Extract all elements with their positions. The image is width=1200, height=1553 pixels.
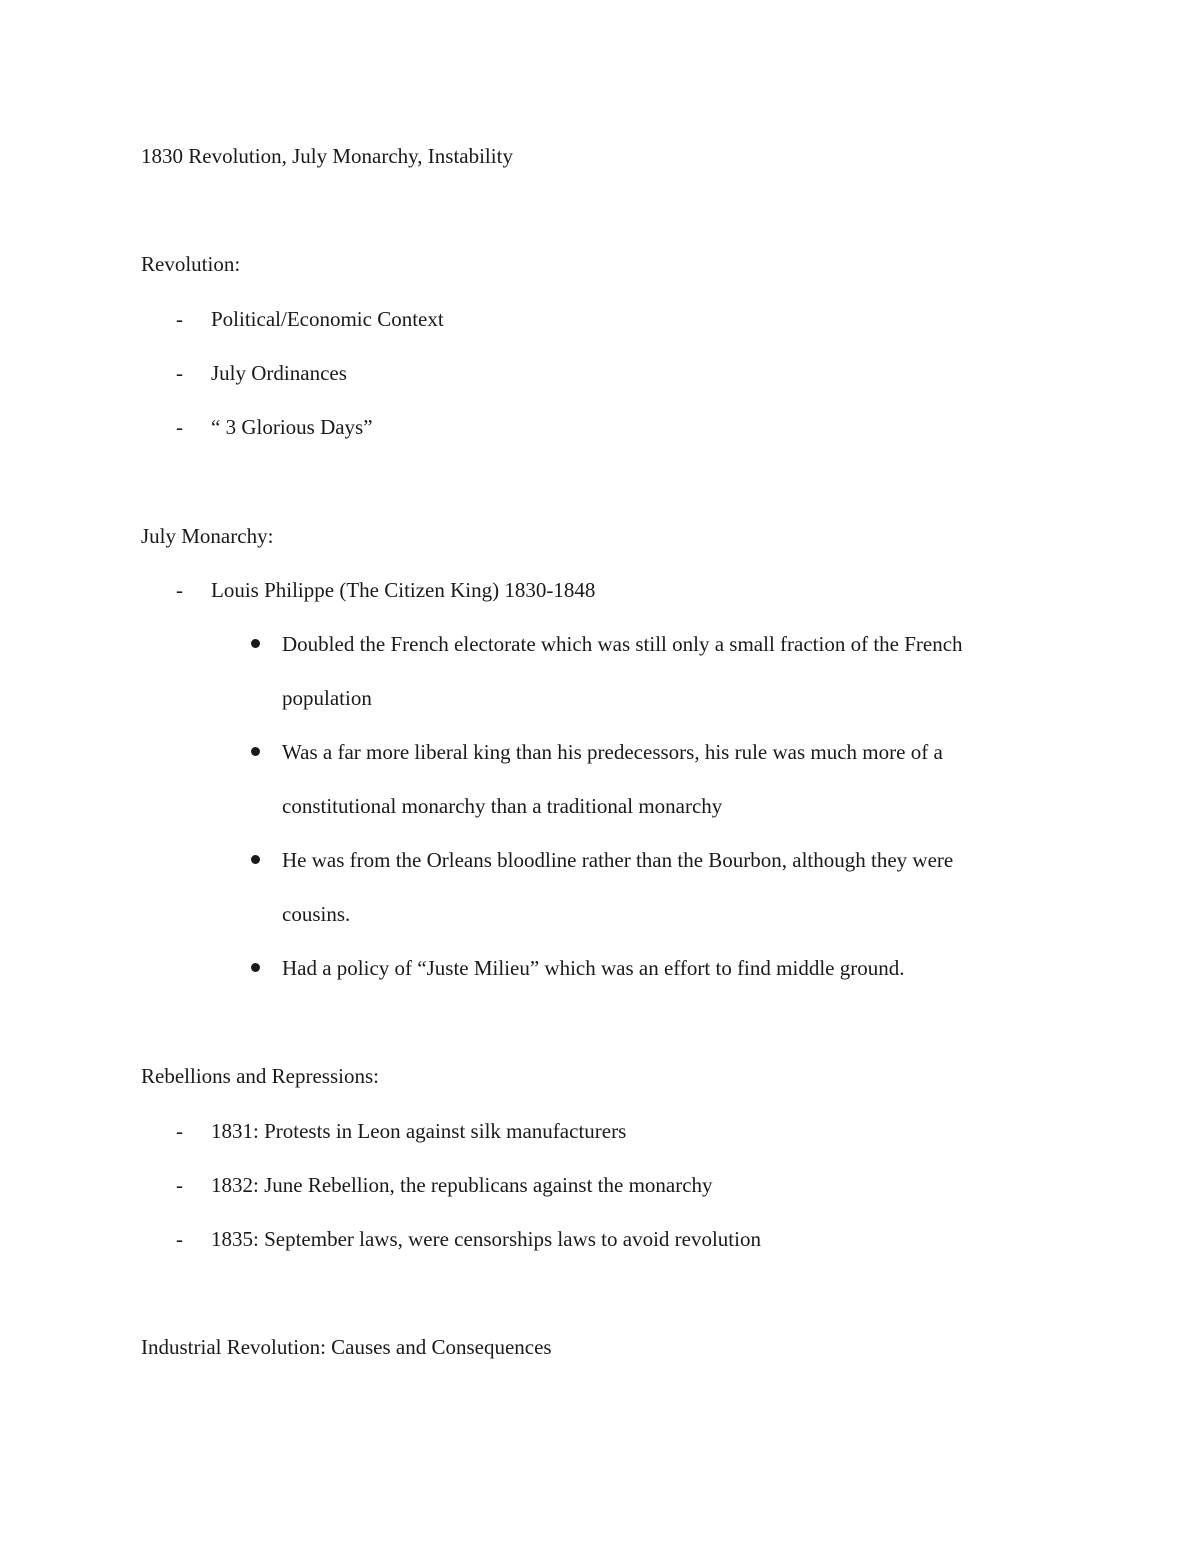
document-title: 1830 Revolution, July Monarchy, Instability xyxy=(141,144,513,168)
sub-list-item-line: cousins. xyxy=(282,902,351,926)
list-item: 1831: Protests in Leon against silk manufacturers xyxy=(211,1119,627,1143)
list-item: Political/Economic Context xyxy=(211,307,444,331)
dash-bullet: - xyxy=(176,1119,183,1143)
sub-list-item-line: Had a policy of “Juste Milieu” which was an effort to find middle ground. xyxy=(282,956,905,980)
dash-bullet: - xyxy=(176,307,183,331)
dash-bullet: - xyxy=(176,1173,183,1197)
sub-list-item-line: population xyxy=(282,686,372,710)
list-item: Louis Philippe (The Citizen King) 1830-1848 xyxy=(211,578,596,602)
list-item: 1835: September laws, were censorships laws to avoid revolution xyxy=(211,1227,761,1251)
list-item: 1832: June Rebellion, the republicans against the monarchy xyxy=(211,1173,713,1197)
bullet-dot-icon xyxy=(251,855,260,864)
dash-bullet: - xyxy=(176,1227,183,1251)
bullet-dot-icon xyxy=(251,747,260,756)
dash-bullet: - xyxy=(176,415,183,439)
list-item: July Ordinances xyxy=(211,361,347,385)
section-heading-rebellions: Rebellions and Repressions: xyxy=(141,1064,379,1088)
dash-bullet: - xyxy=(176,361,183,385)
dash-bullet: - xyxy=(176,578,183,602)
list-item: “ 3 Glorious Days” xyxy=(211,415,373,439)
sub-list-item-line: constitutional monarchy than a traditional monarchy xyxy=(282,794,723,818)
bullet-dot-icon xyxy=(251,963,260,972)
bullet-dot-icon xyxy=(251,639,260,648)
section-heading-revolution: Revolution: xyxy=(141,252,241,276)
section-heading-july-monarchy: July Monarchy: xyxy=(141,524,274,548)
sub-list-item-line: Doubled the French electorate which was still only a small fraction of the French xyxy=(282,632,963,656)
section-heading-industrial-revolution: Industrial Revolution: Causes and Consequences xyxy=(141,1335,552,1359)
sub-list-item-line: He was from the Orleans bloodline rather than the Bourbon, although they were xyxy=(282,848,954,872)
sub-list-item-line: Was a far more liberal king than his predecessors, his rule was much more of a xyxy=(282,740,943,764)
